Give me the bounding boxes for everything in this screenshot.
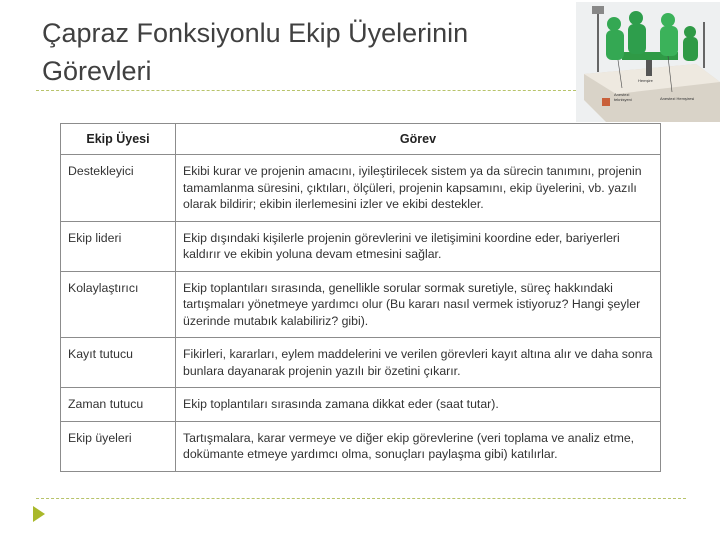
task-cell: Ekip toplantıları sırasında, genellikle sorular sormak suretiyle, süreç hakkındaki tartışmaları yönetmeye yardımcı olur (Bu kararı nasıl vermek istiyoruz? Hangi şeyler üzerinde mutabık kalabiliriz? gibi). <box>176 271 661 338</box>
role-cell: Ekip lideri <box>61 221 176 271</box>
table-header-row <box>61 124 661 155</box>
table-row <box>61 421 661 471</box>
task-cell: Tartışmalara, karar vermeye ve diğer ekip görevlerine (veri toplama ve analiz etme, dokümante etmeye yardımcı olma, sonuçları paylaşma gibi) katılırlar. <box>176 421 661 471</box>
task-cell: Ekibi kurar ve projenin amacını, iyileştirilecek sistem ya da sürecin tanımını, projenin tamamlanma süresini, çıktıları, ölçüleri, projenin kapsamını, ekip üyelerini, vb. yazılı olarak bildirir; ekibin ilerlemesini izler ve ekibi destekler. <box>176 155 661 222</box>
column-header-member: Ekip Üyesi <box>61 124 176 155</box>
table-row <box>61 338 661 388</box>
title-divider <box>36 90 576 91</box>
column-header-task: Görev <box>176 124 661 155</box>
task-cell: Fikirleri, kararları, eylem maddelerini ve verilen görevleri kayıt altına alır ve daha sonra bunlara dayanarak projenin yazılı bir özetini çıkarır. <box>176 338 661 388</box>
table-row <box>61 221 661 271</box>
photo-label-anesthesia-nurse: Anestezi Hemşiresi <box>660 96 695 101</box>
role-cell: Kolaylaştırıcı <box>61 271 176 338</box>
photo-label-anesthesia-tech: Anestezi teknisyeni <box>614 92 632 102</box>
next-arrow-icon[interactable] <box>33 506 45 522</box>
photo-label-nurse: Hemşire <box>638 78 653 83</box>
role-cell: Destekleyici <box>61 155 176 222</box>
task-cell: Ekip dışındaki kişilerle projenin görevlerini ve iletişimini koordine eder, bariyerleri kaldırır ve ekibin yoluna devam etmesini sağlar. <box>176 221 661 271</box>
surgical-team-illustration <box>576 2 720 122</box>
task-cell: Ekip toplantıları sırasında zamana dikkat eder (saat tutar). <box>176 388 661 422</box>
surgical-team-photo <box>576 2 720 122</box>
role-cell: Zaman tutucu <box>61 388 176 422</box>
table-row <box>61 388 661 422</box>
table-row <box>61 155 661 222</box>
team-roles-table <box>60 123 661 472</box>
table-row <box>61 271 661 338</box>
role-cell: Kayıt tutucu <box>61 338 176 388</box>
slide-title: Çapraz Fonksiyonlu Ekip Üyelerinin Görevleri <box>42 18 469 86</box>
role-cell: Ekip üyeleri <box>61 421 176 471</box>
footer-divider <box>36 498 686 499</box>
